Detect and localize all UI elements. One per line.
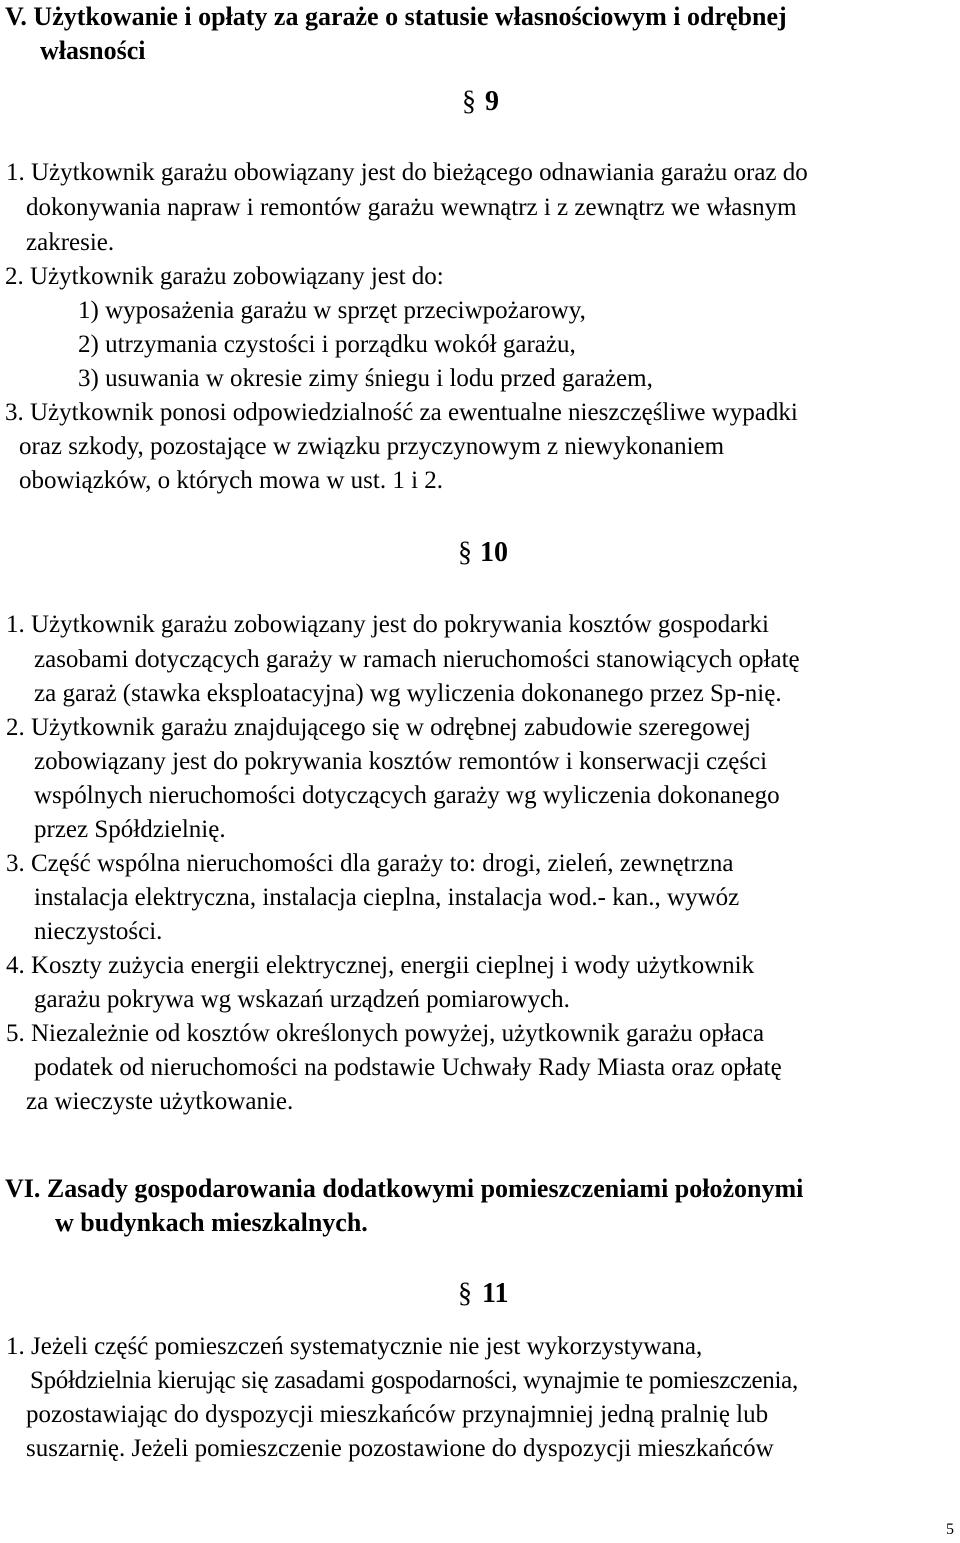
par11-line-3: pozostawiając do dyspozycji mieszkańców przynajmniej jedną pralnię lub (26, 1401, 769, 1428)
paragraph-11-heading (458, 1278, 528, 1312)
par10-line-9: instalacja elektryczna, instalacja cieplna, instalacja wod.- kan., wywóz (34, 884, 740, 911)
page-number: 5 (946, 1521, 954, 1538)
par9-line-5: 1) wyposażenia garażu w sprzęt przeciwpożarowy, (78, 297, 586, 324)
par10-line-12: garażu pokrywa wg wskazań urządzeń pomiarowych. (34, 986, 570, 1013)
section-vi-title-line1: VI. Zasady gospodarowania dodatkowymi pomieszczeniami położonymi (5, 1174, 804, 1203)
par9-line-1: 1. Użytkownik garażu obowiązany jest do bieżącego odnawiania garażu oraz do (6, 159, 808, 186)
par10-line-10: nieczystości. (34, 918, 163, 945)
paragraph-10-number: 10 (480, 537, 508, 568)
paragraph-9-number: 9 (485, 86, 499, 117)
par10-line-1: 1. Użytkownik garażu zobowiązany jest do pokrywania kosztów gospodarki (6, 611, 770, 638)
paragraph-10-heading (458, 537, 528, 571)
section-sign-icon: § (458, 1278, 472, 1309)
par9-line-7: 3) usuwania w okresie zimy śniegu i lodu przed garażem, (78, 365, 653, 392)
par10-line-3: za garaż (stawka eksploatacyjna) wg wyliczenia dokonanego przez Sp-nię. (34, 680, 782, 707)
par11-line-4: suszarnię. Jeżeli pomieszczenie pozostawione do dyspozycji mieszkańców (26, 1435, 774, 1462)
par11-line-2: Spółdzielnia kierując się zasadami gospodarności, wynajmie te pomieszczenia, (30, 1367, 798, 1394)
par10-line-7: przez Spółdzielnię. (34, 816, 226, 843)
section-v-title-line1: V. Użytkowanie i opłaty za garaże o statusie własnościowym i odrębnej (5, 2, 787, 31)
par11-line-1: 1. Jeżeli część pomieszczeń systematycznie nie jest wykorzystywana, (6, 1333, 703, 1360)
par9-line-4: 2. Użytkownik garażu zobowiązany jest do: (5, 263, 444, 290)
par10-line-8: 3. Część wspólna nieruchomości dla garaży to: drogi, zieleń, zewnętrzna (6, 850, 734, 877)
par10-line-2: zasobami dotyczących garaży w ramach nieruchomości stanowiących opłatę (34, 646, 800, 673)
par9-line-2: dokonywania napraw i remontów garażu wewnątrz i z zewnątrz we własnym (26, 194, 797, 221)
par9-line-9: oraz szkody, pozostające w związku przyczynowym z niewykonaniem (19, 433, 725, 460)
par9-line-10: obowiązków, o których mowa w ust. 1 i 2. (19, 467, 444, 494)
section-v-title-line2: własności (40, 36, 146, 65)
section-vi-title-line2: w budynkach mieszkalnych. (55, 1208, 368, 1237)
par9-line-6: 2) utrzymania czystości i porządku wokół garażu, (78, 331, 576, 358)
par10-line-11: 4. Koszty zużycia energii elektrycznej, energii cieplnej i wody użytkownik (6, 952, 755, 979)
par9-line-8: 3. Użytkownik ponosi odpowiedzialność za ewentualne nieszczęśliwe wypadki (5, 399, 798, 426)
section-sign-icon: § (462, 86, 476, 117)
section-sign-icon: § (458, 537, 472, 568)
par10-line-14: podatek od nieruchomości na podstawie Uchwały Rady Miasta oraz opłatę (34, 1054, 782, 1081)
par9-line-3: zakresie. (26, 229, 115, 256)
par10-line-5: zobowiązany jest do pokrywania kosztów remontów i konserwacji części (34, 748, 768, 775)
par10-line-15: za wieczyste użytkowanie. (26, 1088, 294, 1115)
par10-line-6: wspólnych nieruchomości dotyczących garaży wg wyliczenia dokonanego (34, 782, 780, 809)
par10-line-4: 2. Użytkownik garażu znajdującego się w odrębnej zabudowie szeregowej (6, 714, 751, 741)
paragraph-11-number: 11 (482, 1278, 509, 1309)
par10-line-13: 5. Niezależnie od kosztów określonych powyżej, użytkownik garażu opłaca (6, 1020, 765, 1047)
paragraph-9-heading (462, 86, 522, 120)
